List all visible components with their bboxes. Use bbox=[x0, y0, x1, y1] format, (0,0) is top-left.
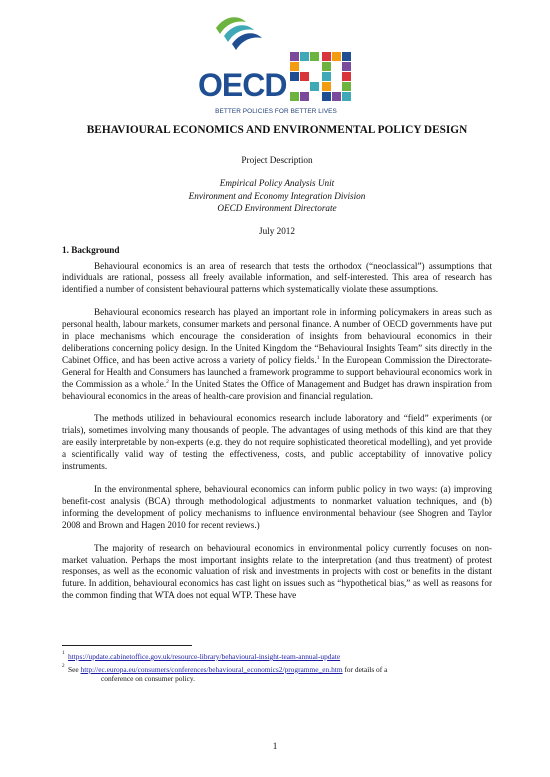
logo-tagline: BETTER POLICIES FOR BETTER LIVES bbox=[215, 108, 337, 115]
paragraph-2-part-c: In the United States the Office of Management and Budget has drawn inspiration from behavioural economics in the areas of health-care provision and financial regulation. bbox=[62, 378, 492, 401]
footnote-number: 1 bbox=[62, 650, 65, 656]
document-body bbox=[62, 124, 492, 602]
oecd-wordmark: OECD bbox=[198, 67, 287, 103]
footnote-number: 2 bbox=[62, 662, 65, 669]
oecd-50-emblem-icon bbox=[194, 14, 358, 106]
paragraph-3: The methods utilized in behavioural economics research include laboratory and “field” experiments (or trials), sometimes involving many thousands of people. The advantages of using methods of this kind are that they are easily interpretable by non-experts (e.g. they do not require sophisticated theoretical modelling), and yet provide a scientifically valid way of testing the effectiveness, costs, and public acceptability of innovative policy instruments. bbox=[62, 413, 492, 472]
footnote-2-link[interactable]: http://ec.europa.eu/consumers/conferences/behavioural_economics2/programme_en.htm bbox=[80, 664, 343, 674]
page-number: 1 bbox=[272, 741, 278, 751]
footnote-2 bbox=[62, 662, 492, 684]
footnote-1 bbox=[62, 652, 492, 662]
section-heading: 1. Background bbox=[62, 244, 120, 255]
paragraph-4: In the environmental sphere, behavioural economics can inform public policy in two ways: (a) improving benefit-cost analysis (BCA) through methodological adjustments to nonmarket valuation techniques, and (b) informing the development of policy mechanisms to influence environmental behaviour (see Shogren and Taylor 2008 and Brown and Hagen 2010 for recent reviews.) bbox=[62, 484, 492, 530]
fifty-emblem bbox=[290, 52, 351, 101]
footnote-2-continuation: conference on consumer policy. bbox=[101, 674, 195, 684]
footnote-ref-2[interactable]: 2 bbox=[166, 378, 169, 385]
directorate-name: OECD Environment Directorate bbox=[217, 203, 337, 213]
footnote-2-prefix: See bbox=[68, 664, 81, 674]
footnote-2-suffix: for details of a bbox=[342, 664, 388, 674]
document-subtitle: Project Description bbox=[241, 155, 313, 165]
footnotes bbox=[62, 652, 492, 687]
paragraph-2-part-b: In the European Commission the Directorate-General for Health and Consumers has launched a framework programme to support behavioural economics work in the Commission as a whole. bbox=[62, 354, 492, 389]
paragraph-2 bbox=[62, 307, 492, 402]
author-block bbox=[62, 177, 492, 215]
document-date: July 2012 bbox=[259, 225, 295, 236]
footnote-divider bbox=[62, 645, 192, 646]
unit-name: Empirical Policy Analysis Unit bbox=[219, 178, 335, 188]
footnote-ref-1[interactable]: 1 bbox=[316, 354, 320, 361]
division-name: Environment and Economy Integration Division bbox=[188, 190, 366, 201]
document-title: BEHAVIOURAL ECONOMICS AND ENVIRONMENTAL POLICY DESIGN bbox=[86, 124, 468, 136]
paragraph-5: The majority of research on behavioural economics in environmental policy currently focuses on non-market valuation. Perhaps the most important insights relate to the interpretation (and thus treatment) of protest responses, as well as the economic valuation of risk and investments in projects with cost or benefits in the distant future. In addition, behavioural economics has cast light on issues such as “hypothetical bias,” as well as reasons for the common finding that WTA does not equal WTP. These have bbox=[62, 542, 492, 601]
oecd-logo bbox=[194, 14, 358, 120]
footnote-1-link[interactable]: https://update.cabinetoffice.gov.uk/resource-library/behavioural-insight-team-annual-update bbox=[68, 652, 341, 661]
paragraph-1: Behavioural economics is an area of research that tests the orthodox (“neoclassical”) assumptions that individuals are rational, possess all freely available information, and self-interested. This area of research has identified a number of consistent behavioural patterns which systematically violate these assumptions. bbox=[62, 260, 492, 295]
paragraph-2-part-a: Behavioural economics research has played an important role in informing policymakers in areas such as personal health, labour markets, consumer markets and personal finance. A number of OECD governments have put in place mechanisms which encourage the consideration of insights from behavioural economics in their deliberations concerning policy design. In the United Kingdom the “Behavioural Insights Team” sits directly in the Cabinet Office, and has been active across a variety of policy fields. bbox=[62, 307, 492, 365]
